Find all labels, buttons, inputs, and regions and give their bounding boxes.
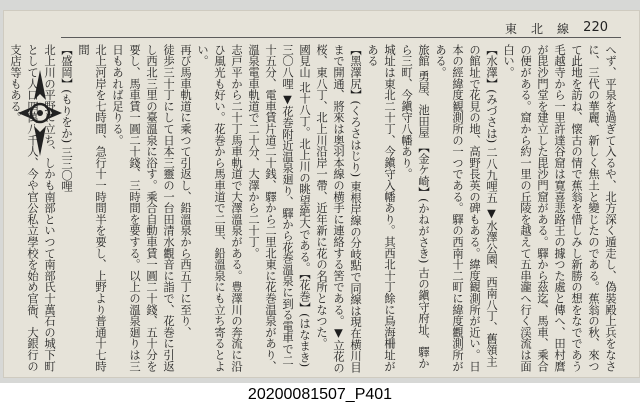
book-page xyxy=(3,10,640,378)
running-head: 東北線 xyxy=(505,22,584,36)
header-rule xyxy=(61,37,621,38)
image-caption: 20200081507_P401 xyxy=(247,386,393,403)
vertical-body-text: へず、平泉を過ぎて入るや、北方深く遁走し、偽裝殿上兵をなさに、三代の華麗、新しく焦土と變じたのである。蕉翁の秋、來つて此地を訪ね、懐古の情で蕉翁を惜しみし新勝の想をなでであう 毛越寺から一里許達谷窟は寛喜悲路王の據つた處と傳へ、田村麿が毘沙門堂を建立した毘沙門窟がある。驛から茲迄、馬車、乘合の便がある。窟から約一里の丘陵を越えて五串瀧へ行く渓流は面白い。 【水澤】(みづさは) 二八九哩五 ▼水澤公園、西南八丁、舊領主の館址で花見の地、高野長英の碑もある。緯度観測所が近い。日本の經緯度観測所の一つである。驛の西南十二町に緯度觀測所がある。 旅館 勇屋、池田屋 【金ケ崎】(かねがさき) 古の鎭守府址、驛から三町、今鎭守八幡あり。 城址は東北二十丁、今鎭守入幡あり。其西北十丁餘に鳥海柵址がある 【黑澤尻】(くろさはじり) 東根岸線の分岐點で同線は現在横川目まで開通、將來は奥羽本線の横手に連絡する筈である。▼立花の桜、東八丁、北上川沿岸一帶、近年新に花の名所となつた。 國見山 北十八丁。北上川の眺望絶大である。【花巻】(はなまき) 三〇八哩 ▼花巻附近温泉廻り、驛から花巻溫泉に到る電車で二十五分、電車賃片道二十銭、驛から二里北東に花巻温泉があり、溫泉電車軌道で二十分、大澤から二十丁。 志戸平から二十丁馬車軌道で大澤溫泉がある。豊澤川の奔流に沿ひ風光も好い。花巻から馬車道で二里、鉛溫泉にも立ち寄るとよい。 再び馬車軌道に乘つて引返し、鉛溫泉から西五丁に至り、 徒歩三十丁にして日本三靈の一台田清水觀音に詣で、花巻に引返し西北三里の臺溫泉に浴す。乘合自動車賃一圓二十錢、五十分を要し、馬車賃一圓二十錢、三時間を要する。以上の溫泉廻りは三日もあれば足りる。 北上河岸を七時間、急行十一時間半を要し、上野より普通十七時間 【盛岡】(もりをか) 三三〇哩 北上川の平野に立ち、しかも南部といつて南部氏十萬石の城下町として人口四萬八千人、今や官公私立學校を始め官衙、大銀行の支店等もある。 xyxy=(9,44,617,374)
page-number: 220 xyxy=(583,20,608,35)
